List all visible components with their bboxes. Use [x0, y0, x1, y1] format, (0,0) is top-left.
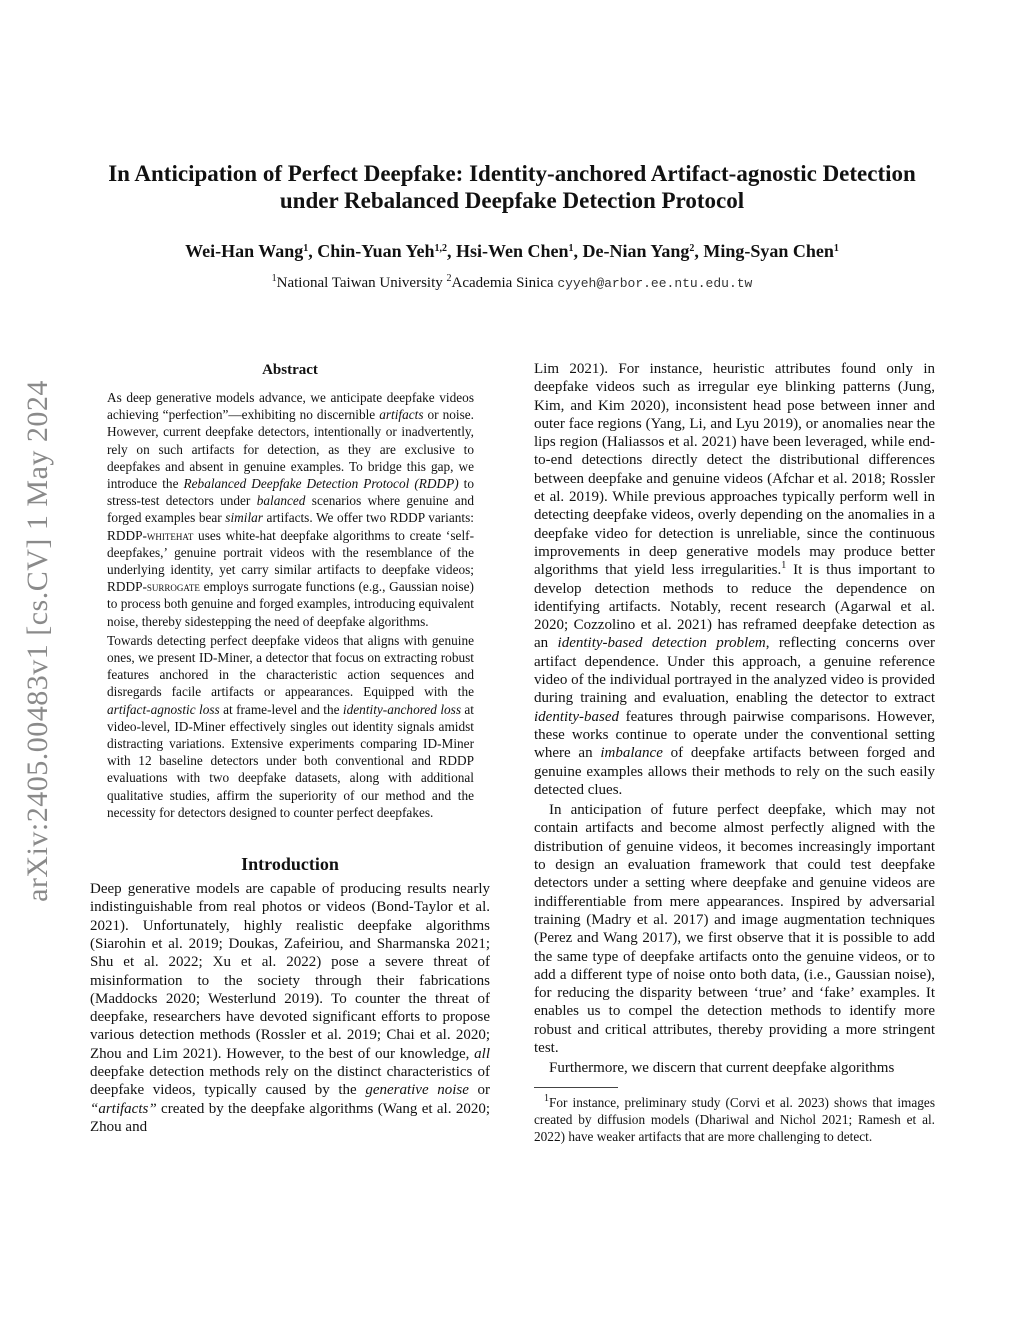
paper-title — [60, 160, 964, 214]
arxiv-id[interactable]: arXiv:2405.00483v1 [cs.CV] 1 May 2024 — [21, 379, 54, 902]
abstract-heading: Abstract — [262, 362, 318, 378]
author-affil-mark: 1 — [568, 243, 574, 254]
author-name: De-Nian Yang — [582, 241, 690, 261]
abstract-paragraph: As deep generative models advance, we anticipate deepfake videos achieving “perfection”—exhibiting no discernible artifacts or noise. However, current deepfake detectors, intentionally or inadvertently, rely on such artifacts for detection, as they are exclusive to deepfakes and absent in genuine examples. To bridge this gap, we introduce the Rebalanced Deepfake Detection Protocol (RDDP) to stress-test detectors under balanced scenarios where genuine and forged examples bear similar artifacts. We offer two RDDP variants: RDDP-whitehat uses white-hat deepfake algorithms to create ‘self-deepfakes,’ genuine portrait videos with the resemblance of the underlying identity, yet carry similar artifacts to deepfake videos; RDDP-surrogate employs surrogate functions (e.g., Gaussian noise) to process both genuine and forged examples, introducing equivalent noise, thereby sidestepping the need of deepfake algorithms. — [107, 390, 475, 629]
author-name: Chin-Yuan Yeh — [317, 241, 435, 261]
intro-paragraph: Furthermore, we discern that current deepfake algorithms — [549, 1060, 895, 1077]
right-column — [534, 360, 935, 1145]
left-column — [90, 360, 490, 1136]
author-name: Ming-Syan Chen — [703, 241, 834, 261]
title-line-2: under Rebalanced Deepfake Detection Protocol — [279, 188, 745, 213]
intro-paragraph: Deep generative models are capable of producing results nearly indistinguishable from real photos or videos (Bond-Taylor et al. 2021). Unfortunately, highly realistic deepfake algorithms (Siarohin et al. 2019; Doukas, Zafeiriou, and Sharmanska 2021; Shu et al. 2022; Xu et al. 2022) pose a severe threat of misinformation to the society through their fabrications (Maddocks 2020; Westerlund 2019). To counter the threat of deepfake, researchers have devoted significant efforts to propose various detection methods (Rossler et al. 2019; Chai et al. 2020; Zhou and Lim 2021). However, to the best of our knowledge, all deepfake detection methods rely on the distinct characteristics of deepfake videos, typically caused by the generative noise or “artifacts” created by the deepfake algorithms (Wang et al. 2020; Zhou and — [90, 881, 490, 1135]
affiliation-ntu: National Taiwan University — [276, 275, 443, 291]
affil-mark: 1 — [271, 273, 277, 284]
author-affil-mark: 2 — [689, 243, 695, 254]
affiliation-sinica: Academia Sinica — [451, 275, 554, 291]
contact-email[interactable]: cyyeh@arbor.ee.ntu.edu.tw — [557, 276, 753, 291]
author-name: Hsi-Wen Chen — [456, 241, 569, 261]
author-affil-mark: 1 — [833, 243, 839, 254]
arxiv-stamp — [6, 348, 70, 933]
author-affil-mark: 1 — [303, 243, 309, 254]
abstract-body — [90, 389, 490, 821]
author-affil-mark: 1,2 — [434, 243, 448, 254]
author-list: Wei-Han Wang$^1$, Chin-Yuan Yeh$^{1,2}$, Hsi-Wen Chen$^1$, De-Nian Yang$^2$, Ming-Syan Chen$^1$ — [185, 241, 839, 261]
footnote: $^1$For instance, preliminary study (Corvi et al. 2023) shows that images created by diffusion models (Dhariwal and Nichol 2021; Ramesh et al. 2022) have weaker artifacts that are more challenging to detect. — [534, 1092, 935, 1144]
intro-paragraph-continued: Lim 2021). For instance, heuristic attributes found only in deepfake videos such as irregular eye blinking patterns (Jung, Kim, and Kim 2020), inconsistent head pose between inner and outer face regions (Yang, Li, and Lyu 2019), or anomalies near the lips region (Haliassos et al. 2021) have been leveraged, while end-to-end detections directly detect the distributional differences between deepfake and genuine videos (Afchar et al. 2018; Rossler et al. 2019). While previous approaches typically perform well in detecting deepfake videos, overly depending on the anomalies in a deepfake video for detection is unreliable, since the continuous improvements in deep generative models may produce better algorithms that yield less irregularities.$^1$ It is thus important to develop detection methods to reduce the dependence on identifying artifacts. Notably, recent research (Agarwal et al. 2020; Cozzolino et al. 2021) has reframed deepfake detection as an identity-based detection problem, reflecting concerns over artifact dependence. Under this approach, a genuine reference video of the individual portrayed in the analyzed video is provided during training and evaluation, enabling the detector to extract identity-based features through pairwise comparisons. However, these works continue to operate under the conventional setting where an imbalance of deepfake artifacts between forged and genuine examples allows their methods to rely on the such easily detected clues. — [534, 361, 935, 798]
abstract-paragraph: Towards detecting perfect deepfake videos that aligns with genuine ones, we present ID-Miner, a detector that focus on extracting robust features anchored in the characteristic action sequences and disregards facile artifacts or appearances. Equipped with the artifact-agnostic loss at frame-level and the identity-anchored loss at video-level, ID-Miner effectively singles out identity signals amidst distracting variations. Extensive experiments comparing ID-Miner with 12 baseline detectors under both conventional and RDDP evaluations with two deepfake datasets, along with additional qualitative studies, affirm the superiority of our method and the necessity for detectors designed to counter perfect deepfakes. — [107, 632, 475, 820]
title-line-1: In Anticipation of Perfect Deepfake: Identity-anchored Artifact-agnostic Detection — [108, 161, 916, 186]
intro-paragraph: In anticipation of future perfect deepfake, which may not contain artifacts and become almost perfectly aligned with the distribution of genuine videos, it becomes increasingly important to design an evaluation framework that could test deepfake detectors under a setting where deepfake and genuine videos are indifferentiable from mere appearances. Inspired by adversarial training (Madry et al. 2017) and image augmentation techniques (Perez and Wang 2017), we first observe that it is possible to add the same type of deepfake artifacts onto the genuine videos, or to add a different type of noise onto both data, (i.e., Gaussian noise), for reducing the disparity between ‘true’ and ‘fake’ examples. It enables us to compel the detection methods to identify more robust and critical attributes, thereby providing a more stringent test. — [534, 802, 935, 1056]
footnote-divider — [534, 1087, 618, 1088]
introduction-heading: Introduction — [241, 854, 339, 875]
author-name: Wei-Han Wang — [185, 241, 304, 261]
affiliations — [60, 273, 964, 294]
affil-mark: 2 — [446, 273, 452, 284]
footnote-ref[interactable]: 1 — [781, 560, 787, 572]
footnote-number: 1 — [544, 1092, 549, 1104]
